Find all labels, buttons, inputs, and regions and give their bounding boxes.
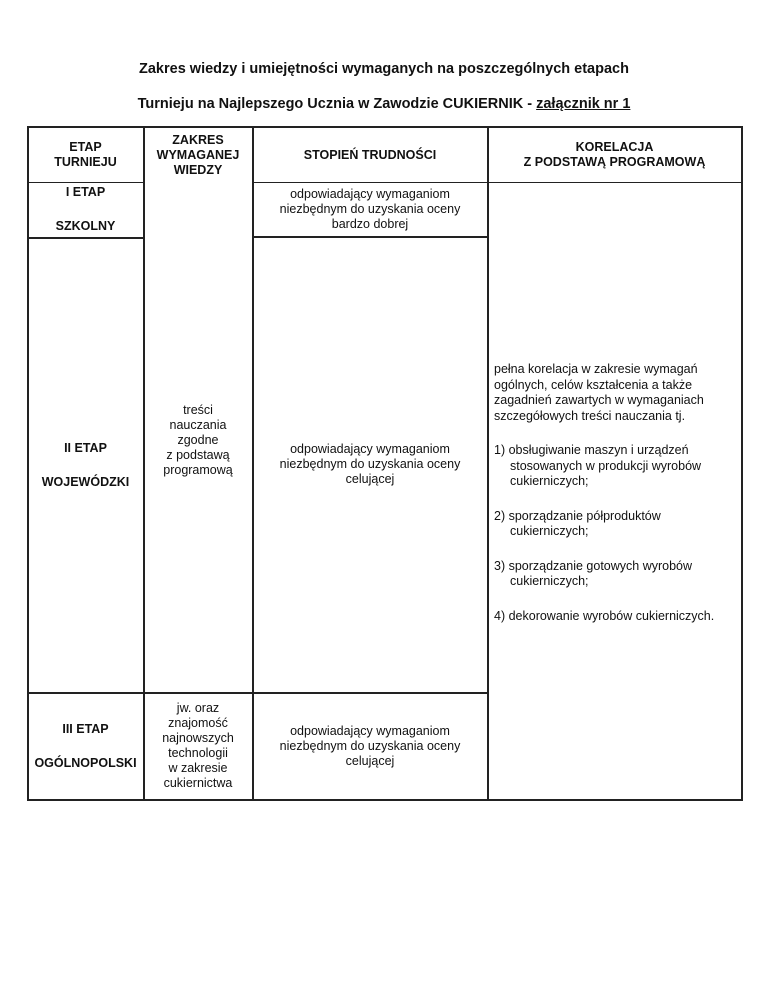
zakres3-line: jw. oraz [176, 701, 220, 715]
row1-stopien-line: bardzo dobrej [331, 217, 409, 231]
column-divider-3 [487, 126, 489, 800]
header-korelacja [488, 128, 741, 182]
header-zakres-line: WIEDZY [173, 162, 223, 177]
korelacja-list [494, 443, 742, 624]
korelacja-list-item: 2) sporządzanie półproduktów cukierniczych; [494, 508, 661, 538]
title-attachment: załącznik nr 1 [536, 96, 631, 112]
korelacja-intro: pełna korelacja w zakresie wymagań ogólnych, celów kształcenia a także zagadnień zawartych w wymaganiach szczegółowych treści nauczania tj. [494, 362, 704, 423]
zakres-line: nauczania [169, 418, 227, 432]
zakres-line: z podstawą [166, 448, 230, 462]
zakres-line: programową [163, 463, 233, 477]
korelacja-list-item: 3) sporządzanie gotowych wyrobów cukierniczych; [494, 558, 693, 588]
row3-etap-label: III ETAP [62, 721, 109, 736]
row2-etap [28, 238, 143, 692]
row2-stopien-line: celującej [345, 472, 395, 486]
header-zakres-line: ZAKRES [172, 132, 224, 147]
row3-stopien-line: niezbędnym do uzyskania oceny [279, 738, 461, 753]
document-title-line1: Zakres wiedzy i umiejętności wymaganych na poszczególnych etapach [139, 61, 629, 77]
header-korelacja-line: KORELACJA [575, 140, 654, 154]
row1-stopien [253, 183, 487, 236]
row1-stopien-line: niezbędnym do uzyskania oceny [279, 202, 461, 216]
header-etap-line: ETAP [69, 140, 102, 154]
row3-level-label: OGÓLNOPOLSKI [34, 755, 137, 770]
header-etap-line: TURNIEJU [54, 155, 117, 169]
row1-level-label: SZKOLNY [55, 219, 116, 233]
row2-stopien-line: odpowiadający wymaganiom [290, 442, 450, 456]
zakres3-line: znajomość [168, 716, 228, 730]
zakres3-line: najnowszych [162, 731, 234, 745]
header-stopien-text: STOPIEŃ TRUDNOŚCI [303, 147, 437, 162]
zakres3-line: technologii [168, 746, 228, 760]
table-border-bottom [27, 799, 743, 801]
korelacja-list-item: 1) obsługiwanie maszyn i urządzeń stosowanych w produkcji wyrobów cukierniczych; [494, 443, 702, 488]
zakres-line: zgodne [177, 433, 219, 447]
zakres-rows-1-2 [144, 183, 252, 692]
row1-etap [28, 183, 143, 237]
title-main: Turnieju na Najlepszego Ucznia w Zawodzie CUKIERNIK - [137, 96, 537, 112]
row3-stopien [253, 693, 487, 799]
row3-etap [28, 693, 143, 799]
zakres3-line: w zakresie [168, 761, 228, 775]
header-stopien [253, 128, 487, 182]
header-divider-korelacja [487, 182, 743, 183]
row2-etap-label: II ETAP [64, 440, 107, 455]
header-zakres-line: WYMAGANEJ [156, 147, 240, 162]
header-korelacja-line: Z PODSTAWĄ PROGRAMOWĄ [523, 155, 706, 169]
row2-level-label: WOJEWÓDZKI [41, 474, 130, 489]
zakres-row-3 [144, 693, 252, 799]
korelacja-list-item: 4) dekorowanie wyrobów cukierniczych. [494, 608, 715, 623]
row2-stopien-line: niezbędnym do uzyskania oceny [279, 457, 461, 471]
row1-stopien-line: odpowiadający wymaganiom [290, 187, 450, 201]
zakres-line: treści [183, 403, 213, 417]
zakres3-line: cukiernictwa [163, 776, 233, 790]
header-etap [28, 128, 143, 182]
korelacja-content [494, 362, 742, 643]
row3-stopien-line: odpowiadający wymaganiom [290, 723, 450, 738]
header-zakres [144, 128, 252, 182]
row2-stopien [253, 237, 487, 692]
row3-stopien-line: celującej [345, 753, 395, 768]
row1-etap-label: I ETAP [65, 185, 106, 199]
